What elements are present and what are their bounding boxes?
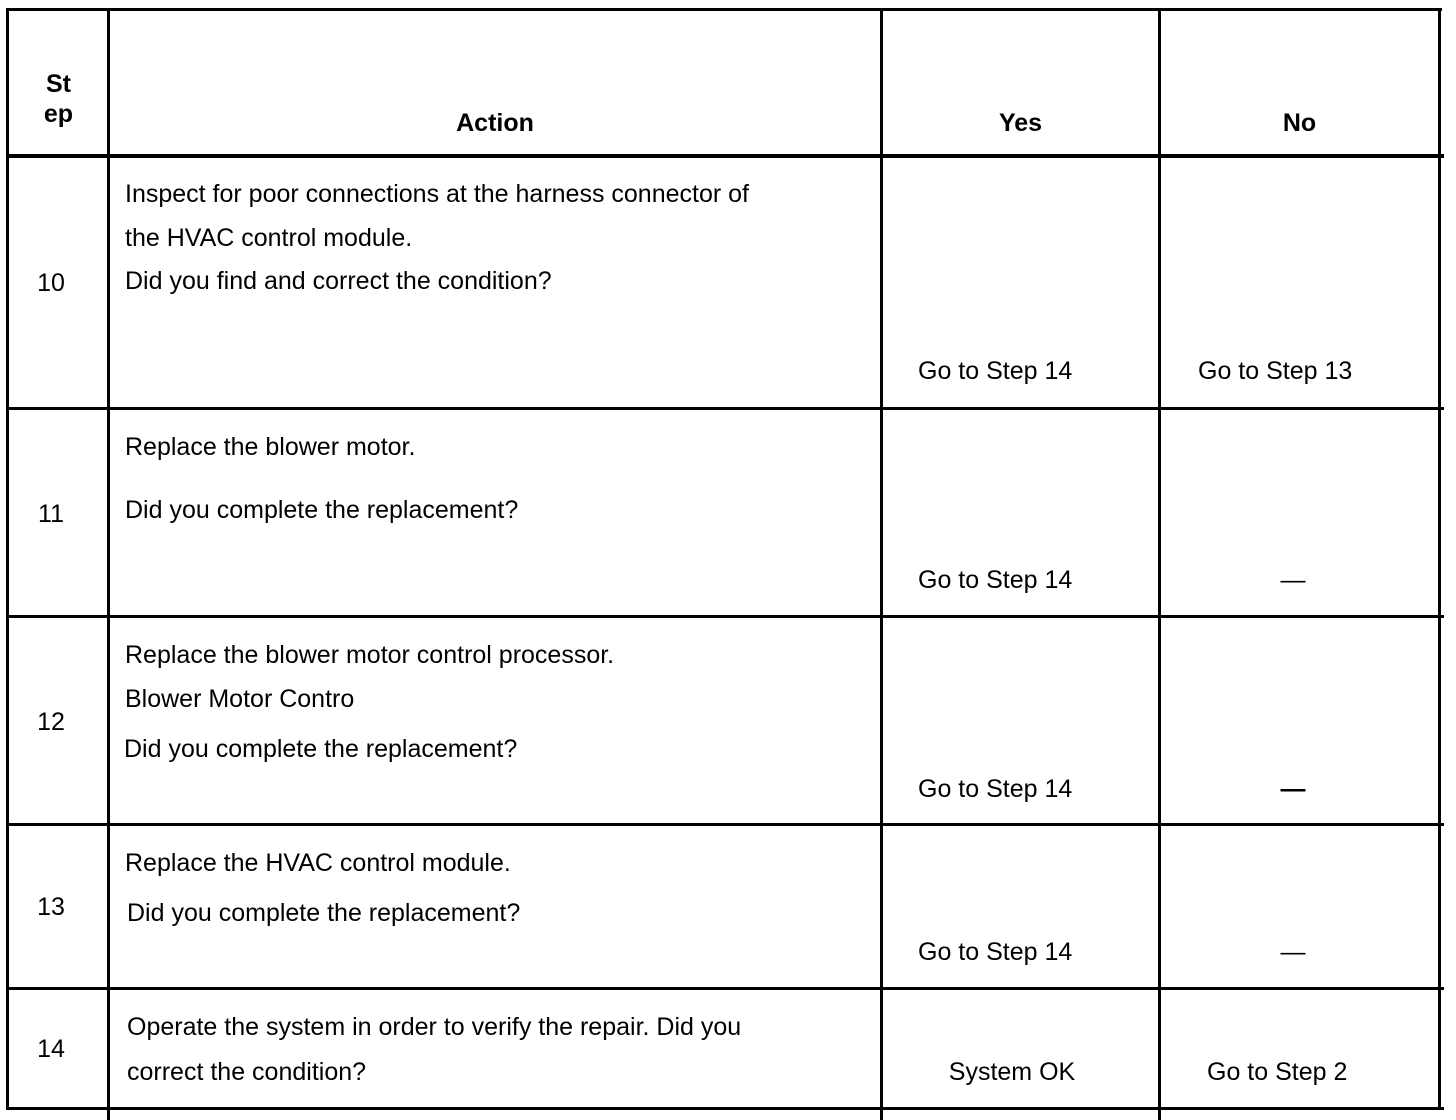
column-divider <box>880 8 883 1120</box>
no-result: — <box>1280 566 1306 594</box>
row-divider <box>6 987 1444 990</box>
header-yes: Yes <box>998 109 1043 137</box>
header-step-line1: St <box>46 70 71 98</box>
action-text: Replace the HVAC control module. <box>125 849 511 877</box>
header-step <box>10 69 107 129</box>
step-number: 12 <box>37 708 65 736</box>
action-text: Replace the blower motor control processor. <box>125 641 615 669</box>
action-text: Did you find and correct the condition? <box>125 267 552 295</box>
action-text: Did you complete the replacement? <box>124 735 518 763</box>
no-result: — <box>1280 775 1306 803</box>
action-text: Blower Motor Contro <box>125 685 355 713</box>
action-text: Did you complete the replacement? <box>125 496 519 524</box>
no-result: Go to Step 13 <box>1198 357 1353 385</box>
action-text: Inspect for poor connections at the harness connector of <box>125 180 749 208</box>
table-bottom-border <box>6 1107 1444 1110</box>
action-text: Did you complete the replacement? <box>127 899 521 927</box>
yes-result: Go to Step 14 <box>918 357 1073 385</box>
action-text: correct the condition? <box>127 1058 367 1086</box>
yes-result: Go to Step 14 <box>918 775 1073 803</box>
action-text: Operate the system in order to verify the repair. Did you <box>127 1013 742 1041</box>
step-number: 13 <box>37 893 65 921</box>
yes-result: Go to Step 14 <box>918 938 1073 966</box>
action-text: Replace the blower motor. <box>125 433 416 461</box>
table-right-border <box>1438 8 1441 1110</box>
step-number: 10 <box>37 269 65 297</box>
table-left-border <box>6 8 9 1110</box>
header-step-line2: ep <box>43 100 74 128</box>
no-result: — <box>1280 938 1306 966</box>
header-bottom-border <box>6 154 1444 158</box>
table-top-border <box>6 8 1442 11</box>
no-result: Go to Step 2 <box>1207 1058 1348 1086</box>
row-divider <box>6 823 1444 826</box>
header-no: No <box>1282 109 1317 137</box>
yes-result: System OK <box>948 1058 1076 1086</box>
row-divider <box>6 615 1444 618</box>
row-divider <box>6 407 1444 410</box>
step-number: 11 <box>38 500 64 528</box>
column-divider <box>107 8 110 1120</box>
step-number: 14 <box>37 1035 65 1063</box>
action-text: the HVAC control module. <box>125 224 413 252</box>
header-action: Action <box>456 109 534 137</box>
yes-result: Go to Step 14 <box>918 566 1073 594</box>
